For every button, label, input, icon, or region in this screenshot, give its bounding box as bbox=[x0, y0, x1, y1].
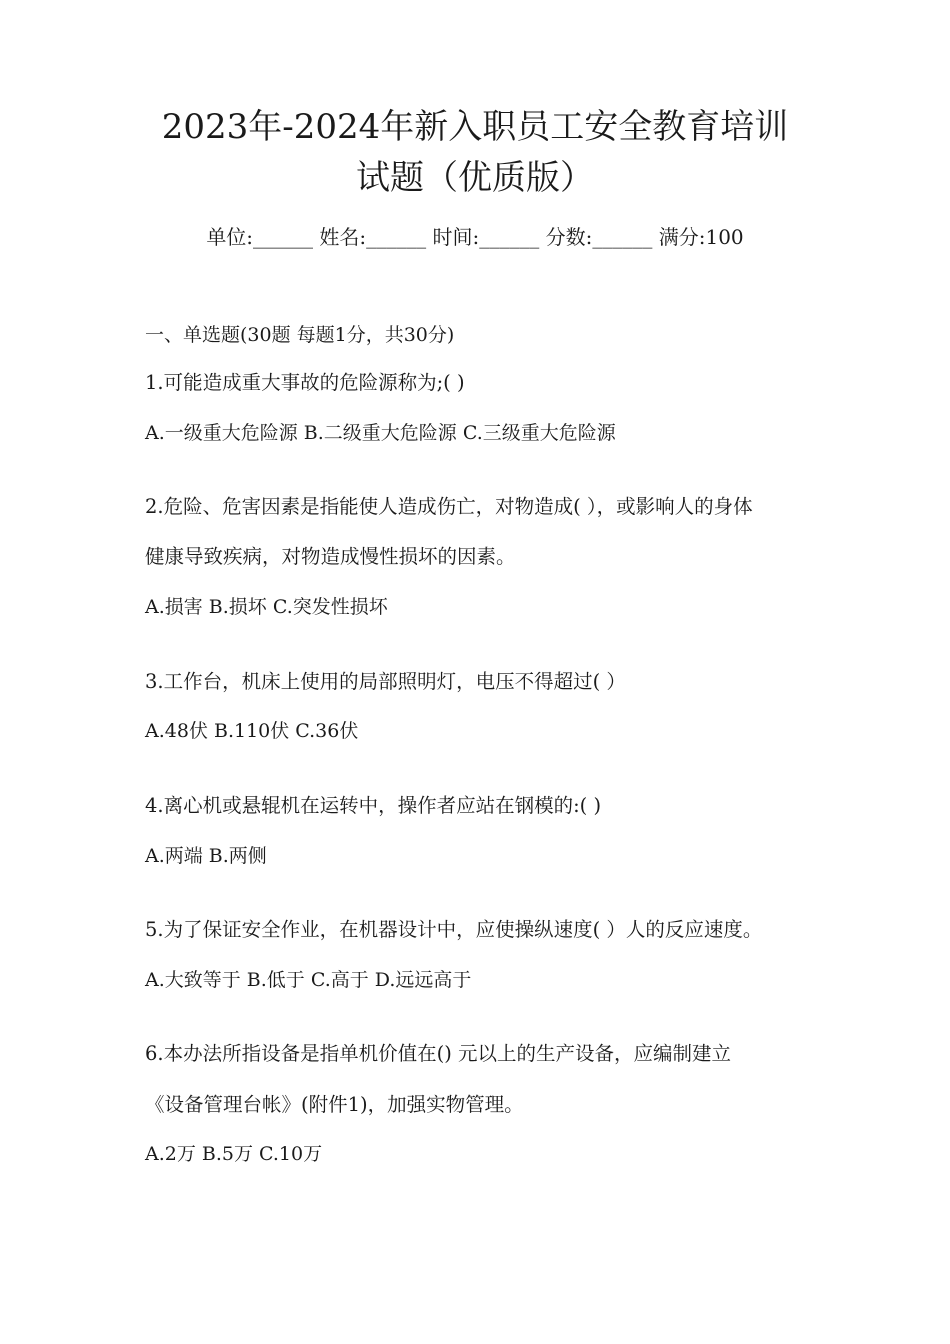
question-6-text-line-1: 6.本办法所指设备是指单机价值在() 元以上的生产设备，应编制建立 bbox=[145, 1042, 732, 1065]
name-field: 姓名:______ bbox=[319, 225, 427, 249]
question-1-options: A.一级重大危险源 B.二级重大危险源 C.三级重大危险源 bbox=[145, 422, 616, 444]
question-1-text: 1.可能造成重大事故的危险源称为;( ) bbox=[145, 371, 465, 394]
question-2-options: A.损害 B.损坏 C.突发性损坏 bbox=[145, 596, 388, 618]
question-5-options: A.大致等于 B.低于 C.高于 D.远远高于 bbox=[145, 969, 472, 991]
score-field: 分数:______ bbox=[545, 225, 653, 249]
question-6-options: A.2万 B.5万 C.10万 bbox=[145, 1143, 323, 1165]
unit-field: 单位:______ bbox=[206, 225, 314, 249]
question-5-text: 5.为了保证安全作业，在机器设计中，应使操纵速度( ）人的反应速度。 bbox=[145, 918, 763, 941]
question-2-text-line-2: 健康导致疾病，对物造成慢性损坏的因素。 bbox=[145, 545, 516, 568]
time-field: 时间:______ bbox=[432, 225, 540, 249]
full-score-field: 满分:100 bbox=[658, 225, 744, 249]
section-heading: 一、单选题(30题 每题1分，共30分) bbox=[145, 324, 455, 346]
document-title-line-2: 试题（优质版） bbox=[356, 158, 594, 198]
question-3-options: A.48伏 B.110伏 C.36伏 bbox=[145, 720, 359, 742]
exam-info-line bbox=[0, 224, 950, 250]
question-4-text: 4.离心机或悬辊机在运转中，操作者应站在钢模的:( ) bbox=[145, 794, 602, 817]
question-3-text: 3.工作台，机床上使用的局部照明灯，电压不得超过( ） bbox=[145, 670, 626, 693]
document-title-line-1: 2023年-2024年新入职员工安全教育培训 bbox=[161, 107, 789, 147]
question-4-options: A.两端 B.两侧 bbox=[145, 845, 267, 867]
question-6-text-line-2: 《设备管理台帐》(附件1)，加强实物管理。 bbox=[145, 1093, 524, 1116]
question-2-text-line-1: 2.危险、危害因素是指能使人造成伤亡，对物造成( ），或影响人的身体 bbox=[145, 495, 753, 518]
